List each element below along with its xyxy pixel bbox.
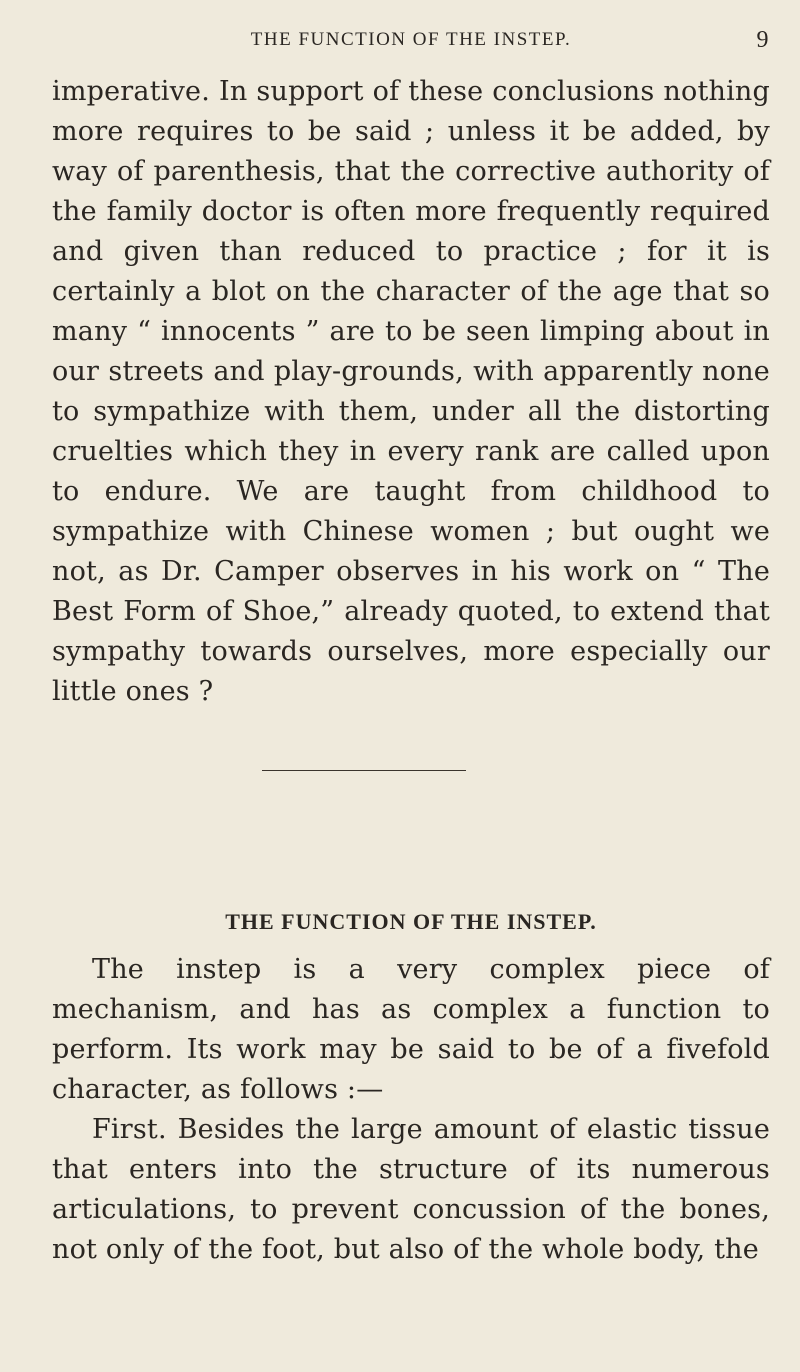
body-paragraph-instep: The instep is a very complex piece of mechanism, and has as complex a function to perform. Its work may be said to be of a fivefold character, as follows :— <box>52 954 770 1105</box>
divider-rule <box>262 770 466 771</box>
running-head <box>52 20 770 60</box>
section-heading: THE FUNCTION OF THE INSTEP. <box>225 909 597 934</box>
section-divider <box>52 712 770 902</box>
page-number: 9 <box>756 27 770 53</box>
body-paragraph-continued: imperative. In support of these conclusions nothing more requires to be said ; unless it be added, by way of parenthesis, that the corrective authority of the family doctor is often more frequently required and given than reduced to practice ; for it is certainly a blot on the character of the age that so many “ innocents ” are to be seen limping about in our streets and play-grounds, with apparently none to sympathize with them, under all the distorting cruelties which they in every rank are called upon to endure. We are taught from childhood to sympathize with Chinese women ; but ought we not, as Dr. Camper observes in his work on “ The Best Form of Shoe,” already quoted, to extend that sympathy towards ourselves, more especially our little ones ? <box>52 76 770 707</box>
running-head-title: THE FUNCTION OF THE INSTEP. <box>250 29 572 50</box>
book-page <box>52 20 770 1270</box>
body-paragraph-first: First. Besides the large amount of elastic tissue that enters into the structure of its numerous articulations, to prevent concussion of the bones, not only of the foot, but also of the whole body, the <box>52 1114 770 1265</box>
